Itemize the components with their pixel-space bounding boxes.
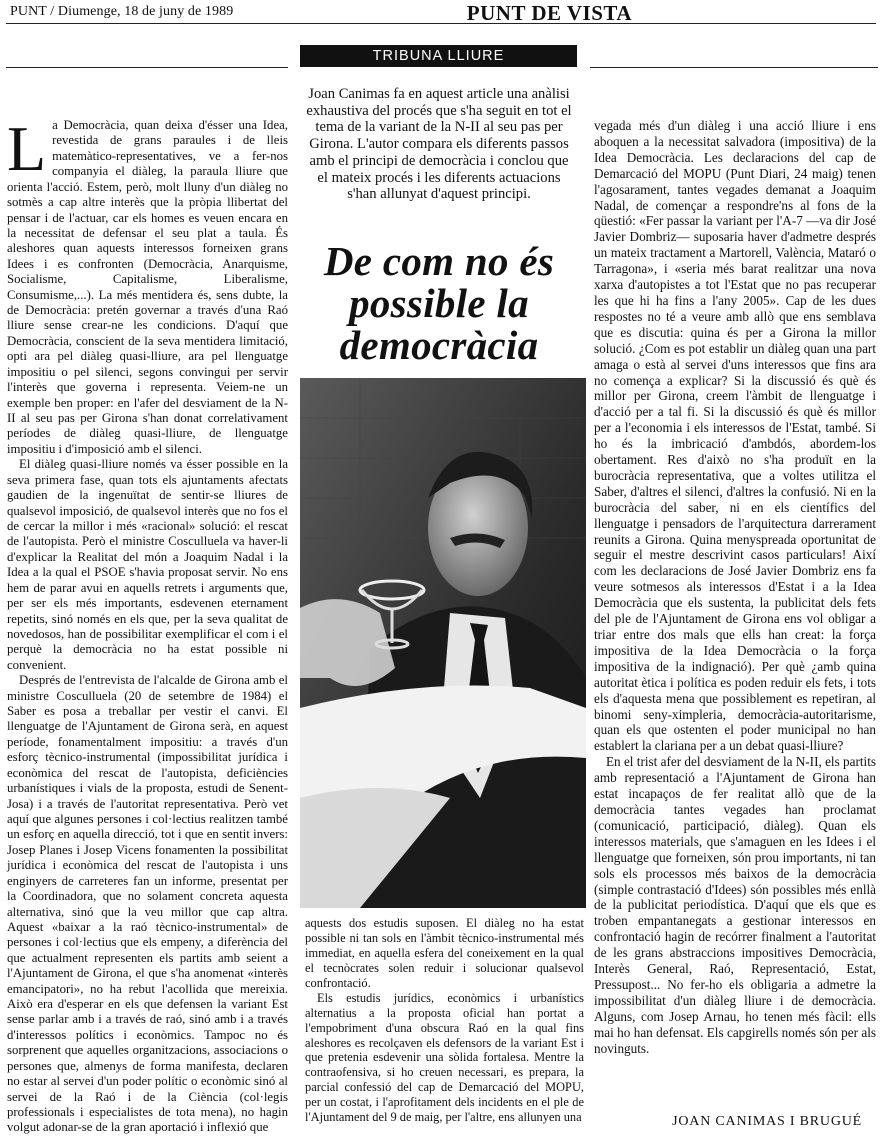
section-title: PUNT DE VISTA <box>466 1 632 25</box>
paragraph: Els estudis jurídics, econòmics i urbanístics alternatius a la proposta oficial han portat a l'empobriment d'una obscura Raó en la qual fins aleshores es recolçaven els defensors de la variant Est i que pretenia esdevenir una sòlida fortalesa. Mentre la contraofensiva, si ho creuen necessari, es prepara, la parcial confessió del cap de Demarcació del MOPU, per un costat, i l'aprofitament dels incidents en el ple de l'Ajuntament del 9 de maig, per l'altre, ens allunyen una <box>305 990 584 1125</box>
paragraph: En el trist afer del desviament de la N-II, els partits amb representació a l'Ajuntament de Girona han estat incapaços de fer realitat allò que de la democràcia tantes vegades han proclamat (comunicació, participació, diàleg). Quan els interessos materials, que s'amaguen en les Idees i el llenguatge que forneixen, són prou importants, ni tan sols els processos més baixos de la democràcia (simple contrastació d'Idees) són possibles més enllà de la publicitat periodística. D'aquí que els que es troben empantanegats a gestionar interessos en confrontació hagin de recórrer finalment a l'autoritat de les grans abstraccions impositives Democràcia, Interès General, Raó, Representació, Estat, Pressupost... No fer-ho els obligaria a admetre la impossibilitat d'un diàleg lliure i de democràcia. Alguns, com Josep Arnau, ho tenen més fàcil: ells mai ho han defensat. Els capgirells només són per als novinguts. <box>594 754 876 1056</box>
paragraph: Després de l'entrevista de l'alcalde de Girona amb el ministre Cosculluela (20 de setembre de 1984) el Saber es posa a treballar per vestir el canvi. El llenguatge de l'Ajuntament de Girona serà, en aquest període, fonamentalment impositiu: a través d'un esforç tècnico-instrumental (impossibilitat jurídica i econòmica del rescat de l'autopista, deficiències urbanístiques i vials de la proposta, estudi de Senent-Josa) i a través de l'autoritat representativa. Però vet aquí que algunes persones i col·lectius realitzen també un esforç en aquella direcció, tot i que en sentit invers: Josep Planes i Josep Vicens fonamenten la possibilitat jurídica i econòmica del rescat de l'autopista i uns enginyers de carreteres fan un informe, presentat per la Coordinadora, que no solament concreta aquesta alternativa, sinó que la veu millor que cap altra. Aquest «baixar a la raó tècnico-instrumental» de persones i col·lectius que els empeny, a diferència del que actualment representen els partits amb seient a l'Ajuntament de Girona, el que s'ha anomenat «interès emancipatori», no ha rebut l'acollida que mereixia. Això era d'esperar en els que defensen la variant Est sense parlar amb i a través de raó, sinó amb i a través d'interessos polítics i econòmics. Tampoc no és sorprenent que aquelles organitzacions, associacions o persones que, almenys de forma manifesta, declaren no estar al servei d'un poder polític o econòmic sinó al servei de la Raó i de la Ciència (col·legis professionals i especialistes de tota mena), no hagin volgut adonar-se de la gran aportació i inflexió que <box>7 673 288 1135</box>
tribuna-banner: TRIBUNA LLIURE <box>300 45 577 67</box>
column-rule-left <box>6 67 288 68</box>
paragraph: aquests dos estudis suposen. El diàleg no ha estat possible ni tan sols en l'àmbit tècnico-instrumental més immediat, en aquella esfera del coneixement en la qual el tecnòcrates solen reduir i solucionar qualsevol confrontació. <box>305 916 584 990</box>
portrait-photo <box>300 378 586 908</box>
paragraph: La Democràcia, quan deixa d'ésser una Idea, revestida de grans paraules i de lleis matemàtico-representatives, ve a fer-nos companyia el diàleg, la paraula lliure que orienta l'acció. Estem, però, molt lluny d'un diàleg no sotmès a cap altre interès que la pròpia llibertat del pensar i de l'actuar, car els homes es veuen encara en la necessitat de defensar el seu plat a taula. És aleshores quan aquests interessos forneixen grans Idees i es confronten (Democràcia, Anarquisme, Socialisme, Capitalisme, Liberalisme, Consumisme,...). La més mentidera és, sens dubte, la de Democràcia: pretén governar a través d'una Raó lliure sense crear-ne les condicions. D'aquí que Democràcia, conscient de la seva mentidera limitació, opti ara pel diàleg quasi-lliure, ara pel llenguatge impositiu o pel silenci, segons convingui per servir l'interès que governa i representa. Veiem-ne un exemple ben proper: en l'afer del desviament de la N-II al seu pas per Girona s'han donat correlativament períodes de diàleg quasi-lliure, de llenguatge impositiu i d'imposició amb el silenci. <box>7 113 288 456</box>
portrait-photo-icon <box>300 378 586 908</box>
article-intro: Joan Canimas fa en aquest article una anàlisi exhaustiva del procés que s'ha seguit en tot el tema de la variant de la N-II al seu pas per Girona. L'autor compara els diferents passos amb el principi de democràcia i conclou que el mateix procés i les diferents actuacions s'han allunyat d'aquest principi. <box>306 86 572 203</box>
article-column-2 <box>305 916 584 1125</box>
drop-cap: L <box>7 113 47 184</box>
page-header-left: PUNT / Diumenge, 18 de juny de 1989 <box>10 4 234 19</box>
column-rule-right <box>590 67 878 68</box>
article-column-1 <box>7 113 288 1136</box>
author-signature: JOAN CANIMAS I BRUGUÉ <box>672 1114 862 1129</box>
paragraph: El diàleg quasi-lliure només va ésser possible en la seva primera fase, quan tots els ajuntaments afectats gaudien de la ingenuïtat de sentir-se lliures de qualsevol imposició, de qualsevol interès que no fos el de cercar la millor i més «racional» solució: el rescat de l'autopista. Però el ministre Cosculluela va haver-li d'explicar la Realitat del món a Joaquim Nadal i la Idea a la qual el PSOE s'havia proposat servir. No ens hem de parar avui en aquells retrets i arguments que, per ser els més importants, esdevenen eternament repetits, sinó només en els que, per la seva qualitat de novedosos, han de possibilitar exemplificar el com i el perquè la democràcia no ha estat possible ni convenient. <box>7 457 288 672</box>
article-headline: De com no és possible la democràcia <box>323 238 555 368</box>
article-column-3 <box>594 118 876 1056</box>
header-rule <box>6 23 876 24</box>
paragraph: vegada més d'un diàleg i una acció lliure i ens aboquen a la necessitat salvadora (impositiva) de la Idea Democràcia. Les declaracions del cap de Demarcació del MOPU (Punt Diari, 24 maig) tenen l'agosarament, tantes vegades demanat a Joaquim Nadal, de començar a respondre'ns al fons de la qüestió: «Fer passar la variant per l'A-7 —va dir José Javier Dombriz— suposaria haver d'admetre després un mateix tractament a Martorell, València, Mataró o Tarragona», i «seria més barat realitzar una nova xarxa d'autopistes a tot l'Estat que no pas recuperar les que hi ha fins a l'any 2005». Cap de les dues respostes no té a veure amb allò que ens semblava que es discutia: quina és per a Girona la millor solució. ¿Com es pot establir un diàleg quan una part amaga o està al servei d'uns interessos que fins ara no comença a explicar? Si la discussió és què és millor per Girona, creem l'àmbit de llenguatge i d'acció per a tal fi. Si la discussió és què és millor per a l'economia i els interessos de l'Estat, també. Si ho és la imbricació d'ambdós, abordem-los obertament. Res d'això no s'ha produït en la burocràcia representativa, que a voltes utilitza el Saber, d'altres el silenci, d'altres la confusió. Ni en la burocràcia del saber, ni en els científics del llenguatge i pensadors de l'arquitectura darrerament reunits a Girona. Quina menyspreada oportunitat de seguir el mestre descrivint casos particulars! Així com les declaracions de José Javier Dombriz ens fa veure sotmesos als interessos d'Estat i a la Idea Democràcia que els sustenta, la publicitat dels fets del ple de l'Ajuntament de Girona ens vol obligar a triar entre dos mals que ells han creat: la força impositiva de la Idea Democràcia o la força impositiva de la indignació). Per què ¿amb quina autoritat ètica i política es poden reduir els fets, i tots els d'aquesta mena que possiblement es repetiran, al binomi seny-ximpleria, democràcia-autoritarisme, quan els que ostenten el poder municipal no han establert la clariana per a un debat quasi-lliure? <box>594 118 876 754</box>
